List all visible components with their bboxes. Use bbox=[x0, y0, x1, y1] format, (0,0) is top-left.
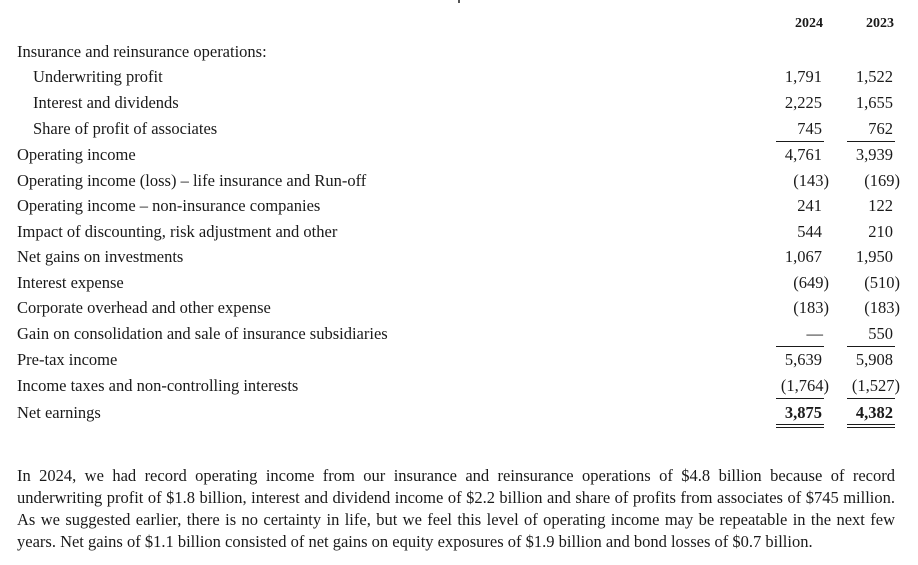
row-label: Operating income bbox=[17, 145, 136, 164]
column-header-2023: 2023 bbox=[866, 16, 894, 31]
table-row bbox=[0, 119, 918, 143]
value-2024: 544 bbox=[797, 222, 822, 241]
subtotal-rule-2024 bbox=[776, 398, 824, 399]
value-2024: 1,067 bbox=[784, 247, 822, 266]
row-label: Pre-tax income bbox=[17, 350, 118, 369]
row-label: Operating income – non-insurance companies bbox=[17, 196, 321, 215]
total-double-rule-2023 bbox=[847, 424, 895, 425]
total-double-rule-2024 bbox=[776, 427, 824, 428]
value-2023: (183) bbox=[864, 298, 900, 317]
subtotal-rule-2023 bbox=[847, 346, 895, 347]
value-2024: 745 bbox=[797, 119, 822, 138]
table-row bbox=[0, 196, 918, 220]
value-2024: (1,764) bbox=[780, 376, 829, 395]
row-label: Operating income (loss) – life insurance and Run-off bbox=[17, 171, 367, 190]
value-2023: 1,950 bbox=[855, 247, 893, 266]
row-label: Interest expense bbox=[17, 273, 124, 292]
table-row bbox=[0, 42, 918, 66]
total-double-rule-2023 bbox=[847, 427, 895, 428]
row-label: Impact of discounting, risk adjustment and other bbox=[17, 222, 338, 241]
value-2023: 1,655 bbox=[855, 93, 893, 112]
row-label: Corporate overhead and other expense bbox=[17, 298, 271, 317]
value-2024: 2,225 bbox=[784, 93, 822, 112]
table-row bbox=[0, 298, 918, 322]
table-row bbox=[0, 93, 918, 117]
value-2023: (510) bbox=[864, 273, 900, 292]
subtotal-rule-2024 bbox=[776, 141, 824, 142]
value-2024: 3,875 bbox=[784, 403, 822, 422]
value-2024: 4,761 bbox=[784, 145, 822, 164]
table-row bbox=[0, 247, 918, 271]
subtotal-rule-2024 bbox=[776, 346, 824, 347]
value-2023: (169) bbox=[864, 171, 900, 190]
column-header-2024: 2024 bbox=[795, 16, 823, 31]
value-2023: 5,908 bbox=[855, 350, 893, 369]
table-row bbox=[0, 171, 918, 195]
value-2024: (143) bbox=[793, 171, 829, 190]
table-row bbox=[0, 376, 918, 400]
value-2024: (183) bbox=[793, 298, 829, 317]
row-label: Net gains on investments bbox=[17, 247, 184, 266]
total-double-rule-2024 bbox=[776, 424, 824, 425]
value-2023: (1,527) bbox=[851, 376, 900, 395]
value-2023: 550 bbox=[868, 324, 893, 343]
value-2023: 210 bbox=[868, 222, 893, 241]
table-row bbox=[0, 324, 918, 348]
value-2023: 3,939 bbox=[855, 145, 893, 164]
value-2023: 4,382 bbox=[855, 403, 893, 422]
row-label: Income taxes and non-controlling interests bbox=[17, 376, 299, 395]
subtotal-rule-2023 bbox=[847, 398, 895, 399]
table-row bbox=[0, 273, 918, 297]
value-2023: 762 bbox=[868, 119, 893, 138]
value-2023: 122 bbox=[868, 196, 893, 215]
row-label: Underwriting profit bbox=[33, 67, 163, 86]
row-label: Insurance and reinsurance operations: bbox=[17, 42, 267, 61]
value-2024: 5,639 bbox=[784, 350, 822, 369]
table-row bbox=[0, 145, 918, 169]
value-2024: 241 bbox=[797, 196, 822, 215]
value-2023: 1,522 bbox=[855, 67, 893, 86]
subtotal-rule-2023 bbox=[847, 141, 895, 142]
top-mark bbox=[458, 0, 460, 3]
table-row bbox=[0, 222, 918, 246]
row-label: Share of profit of associates bbox=[33, 119, 218, 138]
value-2024: — bbox=[806, 324, 823, 343]
row-label: Net earnings bbox=[17, 403, 101, 422]
commentary-paragraph: In 2024, we had record operating income from our insurance and reinsurance operations of $4.8 billion because of record underwriting profit of $1.8 billion, interest and dividend income of $2.2 billion and share of profits from associates of $745 million. As we suggested earlier, there is no certainty in life, but we feel this level of operating income may be repeatable in the next few years. Net gains of $1.1 billion consisted of net gains on equity exposures of $1.9 billion and bond losses of $0.7 billion. bbox=[17, 465, 895, 551]
value-2024: (649) bbox=[793, 273, 829, 292]
table-row bbox=[0, 350, 918, 374]
value-2024: 1,791 bbox=[784, 67, 822, 86]
row-label: Gain on consolidation and sale of insurance subsidiaries bbox=[17, 324, 388, 343]
row-label: Interest and dividends bbox=[33, 93, 179, 112]
table-row bbox=[0, 67, 918, 91]
